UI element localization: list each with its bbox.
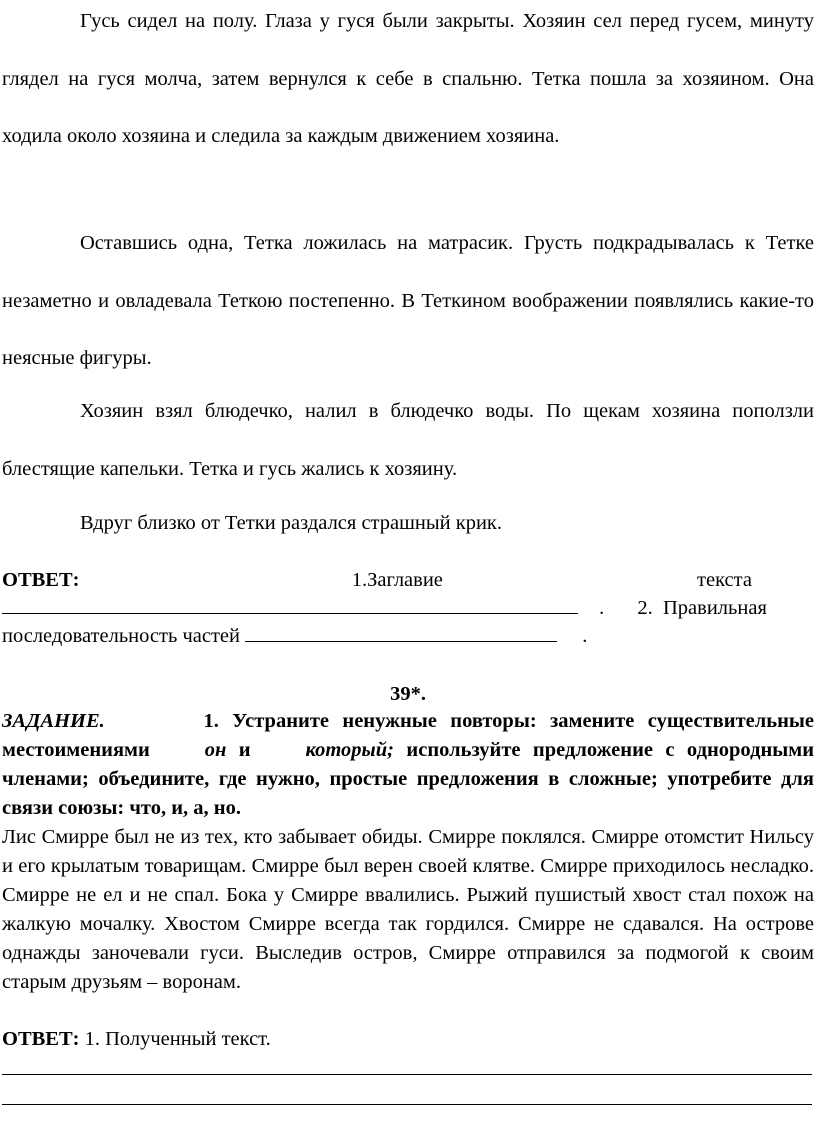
task-text-1: 1. Устраните ненужные повторы: замените существительные местоимениями [2, 710, 814, 761]
answer-title-blank[interactable] [2, 595, 578, 614]
paragraph-1: Гусь сидел на полу. Глаза у гуся были закрыты. Хозяин сел перед гусем, минуту глядел на гуся молча, затем вернулся к себе в спальню. Тетка пошла за хозяином. Она ходила около хозяина и следила за каждым движением хозяина. [2, 10, 814, 147]
paragraph-3: Хозяин взял блюдечко, налил в блюдечко воды. По щекам хозяина поползли блестящие капельки. Тетка и гусь жались к хозяину. [2, 400, 814, 480]
story-text: Лис Смирре был не из тех, кто забывает обиды. Смирре поклялся. Смирре отомстит Нильсу и его крылатым товарищам. Смирре был верен своей клятве. Смирре приходилось несладко. Смирре не ел и не спал. Бока у Смирре ввалились. Рыжий пушистый хвост стал похож на жалкую мочалку. Хвостом Смирре всегда так гордился. Смирре не сдавался. На острове однажды заночевали гуси. Выследив остров, Смирре отправился за подмогой к своим старым друзьям – воронам. [2, 826, 814, 993]
task-text-2: используйте предложение с однородными членами; объедините, где нужно, простые предложения в сложные; употребите для связи союзы: что, и, а, но. [2, 739, 815, 819]
answer-item-order-2: последовательность частей [2, 625, 240, 647]
task-pronoun-which: который; [305, 739, 394, 761]
task-instruction [2, 707, 814, 823]
answer-label: ОТВЕТ: [2, 569, 80, 591]
answer-item-order-1: 2. Правильная [637, 597, 767, 619]
answer-item-title: 1.Заглавие текста [351, 569, 752, 591]
task-label: ЗАДАНИЕ. [2, 710, 105, 732]
answer-2-text: 1. Полученный текст. [84, 1028, 271, 1050]
answer-period: . [599, 597, 605, 619]
answer-line-2[interactable] [2, 1104, 812, 1105]
answer-block-1 [2, 566, 814, 650]
answer-period-2: . [582, 625, 588, 647]
paragraph-4: Вдруг близко от Тетки раздался страшный крик. [80, 512, 503, 534]
answer-order-blank[interactable] [245, 623, 557, 642]
task-conj-and: и [238, 739, 251, 761]
task-pronoun-he: он [204, 739, 227, 761]
paragraph-2: Оставшись одна, Тетка ложилась на матрасик. Грусть подкрадывалась к Тетке незаметно и овладевала Теткою постепенно. В Теткином воображении появлялись какие-то неясные фигуры. [2, 232, 814, 369]
answer-block-2 [2, 1025, 814, 1054]
task-number: 39*. [390, 683, 426, 705]
answer-2-label: ОТВЕТ: [2, 1028, 80, 1050]
answer-line-1[interactable] [2, 1074, 812, 1075]
